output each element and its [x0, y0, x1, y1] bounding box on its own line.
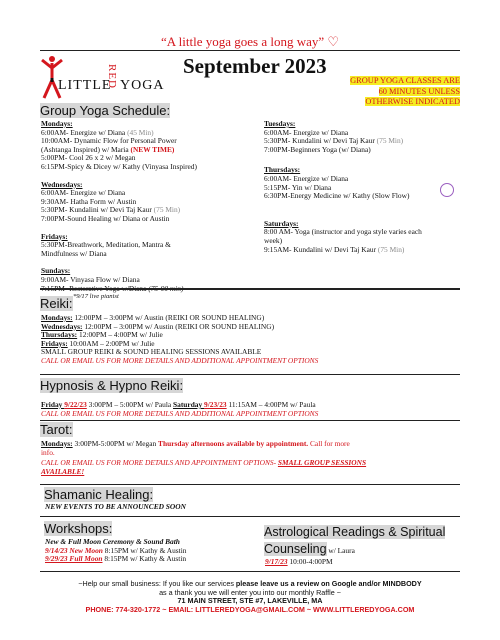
- divider: [40, 484, 460, 485]
- saturdays-class: 8:00 AM- Yoga (instructor and yoga style varies each: [264, 227, 422, 237]
- thursdays-class: 6:30PM-Energy Medicine w/ Kathy (Slow Flow): [264, 191, 410, 201]
- thursdays-class: 5:15PM- Yin w/ Diana: [264, 182, 332, 192]
- reiki-section: [41, 314, 318, 366]
- schedule-heading: [40, 103, 170, 119]
- reiki-note: SMALL GROUP REIKI & SOUND HEALING SESSIONS AVAILABLE: [41, 347, 262, 357]
- schedule-left-column: [41, 120, 197, 302]
- schedule-heading-text: Group Yoga Schedule:: [40, 103, 171, 118]
- notice-line-1: GROUP YOGA CLASSES ARE: [350, 76, 460, 85]
- wednesdays-class: 6:00AM- Energize w/ Diana: [41, 188, 126, 198]
- tarot-heading: Tarot:: [40, 422, 73, 437]
- mondays-class: (Ashtanga Inspired) w/ Maria (NEW TIME): [41, 144, 175, 154]
- sundays-note: *9/17 live pianist: [73, 293, 119, 301]
- tarot-contact-note: CALL OR EMAIL US FOR MORE DETAILS AND APPOINTMENT OPTIONS- SMALL GROUP SESSIONS: [41, 458, 367, 468]
- astro-heading: Astrological Readings & Spiritual Counseling w/ Laura: [264, 525, 446, 556]
- tuesdays-class: 6:00AM- Energize w/ Diana: [264, 127, 349, 137]
- notice-box: [327, 76, 460, 108]
- logo-text-red: RED: [106, 64, 118, 89]
- energy-medicine-badge-icon: [440, 183, 454, 197]
- divider: [40, 571, 460, 572]
- tuesdays-class: 7:00PM-Beginners Yoga (w/ Diana): [264, 144, 371, 154]
- mondays-class: 5:00PM- Cool 26 x 2 w/ Megan: [41, 153, 136, 163]
- astro-date: 9/17/23 10:00-4:00PM: [265, 557, 333, 566]
- mondays-class: 6:00AM- Energize w/ Diana (45 Min): [41, 127, 154, 137]
- tarot-contact-note-cont: AVAILABLE!: [41, 466, 85, 476]
- wednesdays-class: 7:00PM-Sound Healing w/ Diana or Austin: [41, 213, 170, 223]
- divider: [40, 50, 460, 51]
- mondays-class: 10:00AM- Dynamic Flow for Personal Power: [41, 136, 177, 146]
- fridays-class: Mindfulness w/ Diana: [41, 248, 107, 258]
- schedule-right-column: [264, 120, 422, 254]
- thursdays-label: Thursdays:: [264, 165, 301, 175]
- divider: [40, 288, 460, 290]
- shamanic-note: NEW EVENTS TO BE ANNOUNCED SOON: [45, 502, 186, 511]
- tagline: “A little yoga goes a long way” ♡: [160, 34, 340, 49]
- mondays-label: Mondays:: [41, 119, 73, 128]
- hypnosis-dates: Friday 9/22/23 3:00PM – 5:00PM w/ Paula Saturday 9/23/23 11:15AM – 4:00PM w/ Paula: [41, 400, 316, 409]
- saturdays-class: 9:15AM- Kundalini w/ Devi Taj Kaur (75 Min): [264, 244, 405, 254]
- footer-address: 71 MAIN STREET, STE #7, LAKEVILLE, MA: [177, 596, 323, 606]
- workshops-heading: Workshops:: [44, 521, 113, 536]
- workshops-section: [45, 538, 186, 564]
- divider: [40, 374, 460, 375]
- sundays-class: 9:00AM- Vinyasa Flow w/ Diana: [41, 274, 140, 284]
- fridays-class: 5:30PM-Breathwork, Meditation, Mantra &: [41, 240, 171, 250]
- thursdays-class: 6:00AM- Energize w/ Diana: [264, 173, 349, 183]
- divider: [40, 516, 460, 517]
- wednesdays-class: 5:30PM- Kundalini w/ Devi Taj Kaur (75 Min): [41, 205, 181, 215]
- hypnosis-contact-note: CALL OR EMAIL US FOR MORE DETAILS AND ADDITIONAL APPOINTMENT OPTIONS: [41, 408, 319, 418]
- tuesdays-class: 5:30PM- Kundalini w/ Devi Taj Kaur (75 Min): [264, 136, 404, 146]
- reiki-row: Wednesdays: 12:00PM – 3:00PM w/ Austin (REIKI OR SOUND HEALING): [41, 321, 275, 331]
- notice-line-2: 60 MINUTES UNLESS: [378, 86, 460, 96]
- tarot-section: [41, 440, 366, 476]
- workshop-event: 9/29/23 Full Moon 8:15PM w/ Kathy & Austin: [45, 554, 187, 564]
- hypnosis-heading: Hypnosis & Hypno Reiki:: [40, 378, 184, 393]
- month-title: September 2023: [183, 54, 327, 78]
- hypnosis-section: [41, 401, 318, 418]
- workshops-subtitle: New & Full Moon Ceremony & Sound Bath: [45, 537, 180, 546]
- footer-raffle-line: as a thank you we will enter you into our monthly Raffle ~: [159, 587, 341, 597]
- mondays-class: 6:15PM-Spicy & Dicey w/ Kathy (Vinyasa Inspired): [41, 161, 197, 171]
- logo-text-yoga: YOGA: [120, 78, 165, 93]
- tarot-schedule-cont: info.: [41, 447, 55, 457]
- notice-line-3: OTHERWISE INDICATED: [365, 97, 460, 106]
- fridays-label: Fridays:: [41, 231, 68, 241]
- footer-contact: PHONE: 774-320-1772 ~ EMAIL: LITTLEREDYOGA@GMAIL.COM ~ WWW.LITTLEREDYOGA.COM: [85, 604, 415, 614]
- saturdays-label: Saturdays:: [264, 218, 299, 228]
- sundays-label: Sundays:: [41, 266, 71, 276]
- tarot-schedule: Mondays: 3:00PM-5:00PM w/ Megan Thursday afternoons available by appointment. Call for more: [41, 439, 350, 448]
- shamanic-heading: Shamanic Healing:: [44, 487, 154, 502]
- logo-text-little: LITTLE: [58, 78, 112, 93]
- saturdays-class: week): [264, 235, 283, 245]
- footer: [40, 580, 460, 614]
- wednesdays-label: Wednesdays:: [41, 179, 83, 189]
- tuesdays-label: Tuesdays:: [264, 119, 296, 128]
- reiki-contact-note: CALL OR EMAIL US FOR MORE DETAILS AND ADDITIONAL APPOINTMENT OPTIONS: [41, 355, 319, 365]
- reiki-row: Thursdays: 12:00PM – 4:00PM w/ Julie: [41, 330, 163, 340]
- footer-review-line: ~Help our small business: If you like our services please leave us a review on Google and/or MINDBODY: [78, 579, 422, 588]
- wednesdays-class: 9:30AM- Hatha Form w/ Austin: [41, 196, 137, 206]
- reiki-heading: Reiki:: [40, 296, 73, 311]
- logo: [40, 54, 165, 106]
- reiki-row: Fridays: 10:00AM – 2:00PM w/ Julie: [41, 338, 155, 348]
- divider: [40, 420, 460, 421]
- workshop-event: 9/14/23 New Moon 8:15PM w/ Kathy & Austin: [45, 545, 187, 555]
- reiki-row: Mondays: 12:00PM – 3:00PM w/ Austin (REIKI OR SOUND HEALING): [41, 313, 265, 322]
